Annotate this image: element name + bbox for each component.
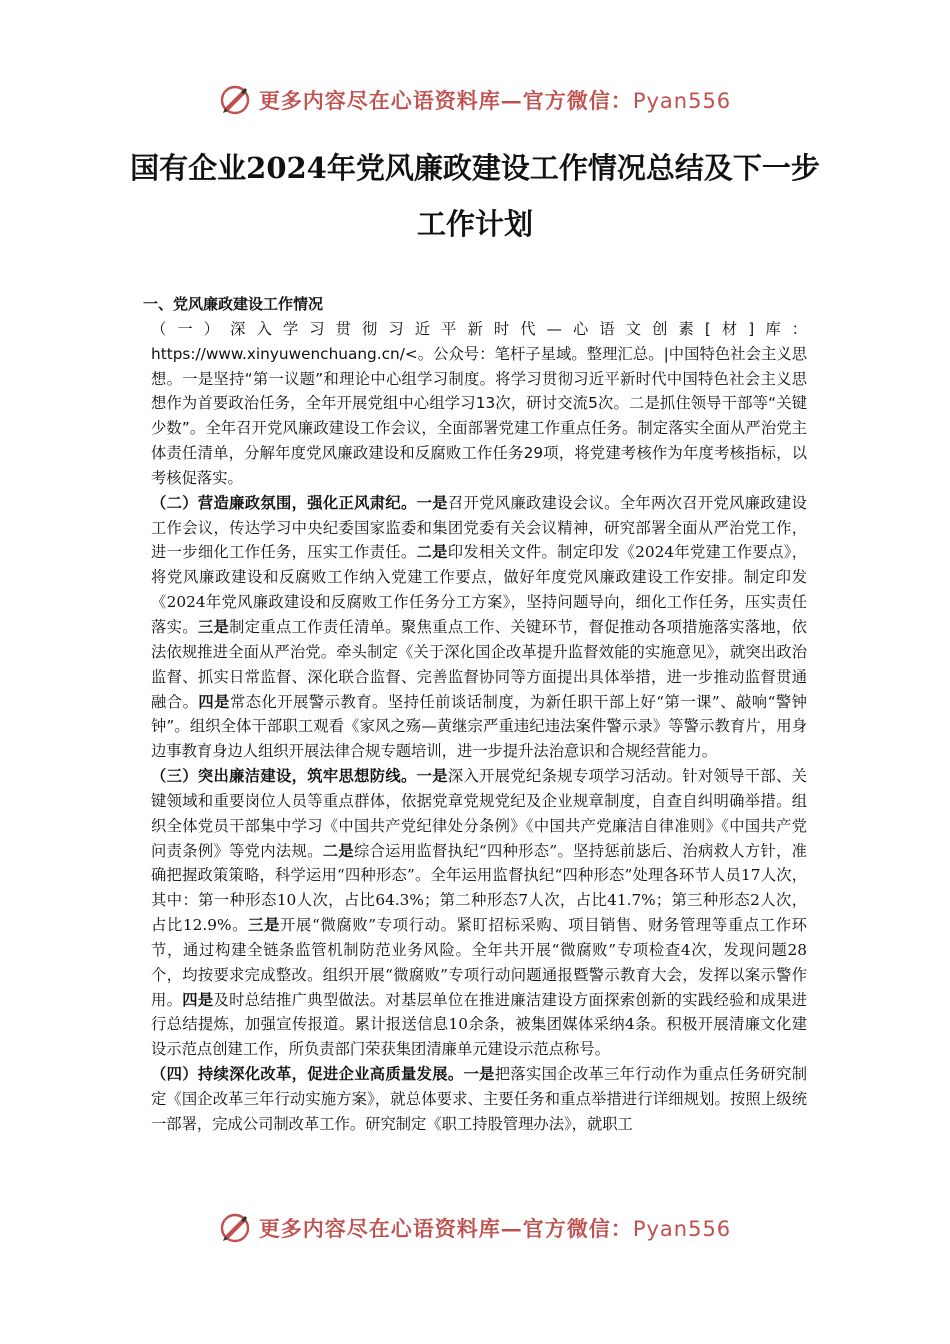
paragraph-2-text-3: 制定重点工作责任清单。聚焦重点工作、关键环节，督促推动各项措施落实落地，依法依规推进全面从严治党。牵头制定《关于深化国企改革提升监督效能的实施意见》，就突出政治监督、抓实日常监督、深化联合监督、完善监督协同等方面提出具体举措，进一步推动监督贯通融合。 (151, 617, 807, 711)
paragraph-4-text-1: 把落实国企改革三年行动作为重点任务研究制定《国企改革三年行动实施方案》，就总体要求、主要任务和重点举措进行详细规划。按照上级统一部署，完成公司制改革工作。研究制定《职工持股管理办法》，就职工 (151, 1065, 807, 1133)
pen-logo-icon (219, 1212, 251, 1244)
watermark-text: 更多内容尽在心语资料库—官方微信：Pyan556 (258, 88, 732, 113)
keyword-first: 一是 (416, 767, 448, 786)
watermark-text: 更多内容尽在心语资料库—官方微信：Pyan556 (258, 1216, 732, 1241)
paragraph-3 (143, 764, 807, 1062)
watermark-wechat-id: Pyan556 (632, 1217, 732, 1241)
paragraph-3-text-2: 综合运用监督执纪“四种形态”。坚持惩前毖后、治病救人方针，准确把握政策策略，科学运用“四种形态”。全年运用监督执纪“四种形态”处理各环节人员17人次，其中：第一种形态10人次，占比64.3%；第二种形态7人次，占比41.7%；第三种形态2人次，占比12.9%。 (151, 841, 807, 935)
keyword-second: 二是 (416, 543, 448, 562)
keyword-fourth: 四是 (182, 990, 214, 1009)
keyword-third: 三是 (197, 617, 230, 636)
paragraph-1: （一）深入学习贯彻习近平新时代—心语文创素[材]库：https://www.xinyuwenchuang.cn/<。公众号：笔杆子星域。整理汇总。|中国特色社会主义思想。一是坚持“第一议题”和理论中心组学习制度。将学习贯彻习近平新时代中国特色社会主义思想作为首要政治任务，全年开展党组中心组学习13次，研讨交流5次。二是抓住领导干部等“关键少数”。全年召开党风廉政建设工作会议，全面部署党建工作重点任务。制定落实全面从严治党主体责任清单，分解年度党风廉政建设和反腐败工作任务29项，将党建考核作为年度考核指标，以考核促落实。 (151, 319, 807, 487)
paragraph-4-lead: （四）持续深化改革，促进企业高质量发展。 (151, 1065, 464, 1084)
keyword-second: 二是 (322, 841, 354, 860)
paragraph-3-text-4: 及时总结推广典型做法。对基层单位在推进廉洁建设方面探索创新的实践经验和成果进行总结提炼，加强宣传报道。累计报送信息10余条，被集团媒体采纳4条。积极开展清廉文化建设示范点创建工作，所负责部门荣获集团清廉单元建设示范点称号。 (151, 990, 807, 1059)
keyword-third: 三是 (248, 916, 281, 935)
keyword-fourth: 四是 (198, 692, 230, 711)
paragraph-2-text-2: 印发相关文件。制定印发《2024年党建工作要点》，将党风廉政建设和反腐败工作纳入党建工作要点，做好年度党风廉政建设工作安排。制定印发《2024年党风廉政建设和反腐败工作任务分工方案》，坚持问题导向，细化工作任务，压实责任落实。 (151, 543, 807, 636)
document-title: 国有企业2024年党风廉政建设工作情况总结及下一步工作计划 (130, 151, 820, 241)
keyword-first: 一是 (416, 493, 448, 512)
keyword-first: 一是 (463, 1065, 495, 1084)
watermark-header (0, 84, 950, 116)
watermark-footer (0, 1212, 950, 1244)
paragraph-2-text-4: 常态化开展警示教育。坚持任前谈话制度，为新任职干部上好“第一课”、敲响“警钟钟”。组织全体干部职工观看《家风之殇—黄继宗严重违纪违法案件警示录》等警示教育片，用身边事教育身边人组织开展法律合规专题培训，进一步提升法治意识和合规经营能力。 (151, 692, 807, 761)
paragraph-2-lead: （二）营造廉政氛围，强化正风肃纪。 (151, 493, 417, 512)
pen-logo-icon (219, 84, 251, 116)
document-body (143, 292, 807, 1137)
paragraph-3-text-3: 开展“微腐败”专项行动。紧盯招标采购、项目销售、财务管理等重点工作环节，通过构建全链条监管机制防范业务风险。全年共开展“微腐败”专项检查4次，发现问题28个，均按要求完成整改。组织开展“微腐败”专项行动问题通报暨警示教育大会，发挥以案示警作用。 (151, 916, 807, 1009)
paragraph-3-text-1: 深入开展党纪条规专项学习活动。针对领导干部、关键领域和重要岗位人员等重点群体，依据党章党规党纪及企业规章制度，自查自纠明确举措。组织全体党员干部集中学习《中国共产党纪律处分条例》《中国共产党廉洁自律准则》《中国共产党问责条例》等党内法规。 (151, 767, 807, 860)
paragraph-4 (143, 1062, 807, 1137)
section-heading: 一、党风廉政建设工作情况 (143, 295, 324, 313)
paragraph-2-text-1: 召开党风廉政建设会议。全年两次召开党风廉政建设工作会议，传达学习中央纪委国家监委和集团党委有关会议精神，研究部署全面从严治党工作，进一步细化工作任务，压实工作责任。 (151, 493, 807, 562)
paragraph-2 (143, 491, 807, 764)
watermark-wechat-id: Pyan556 (632, 89, 732, 113)
paragraph-3-lead: （三）突出廉洁建设，筑牢思想防线。 (151, 767, 417, 786)
